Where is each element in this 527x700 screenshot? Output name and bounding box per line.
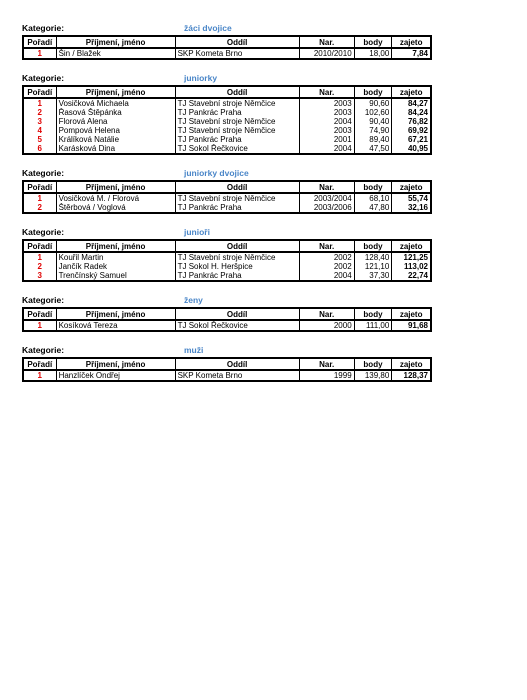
cell-rank: 4: [23, 126, 56, 135]
table-row: [23, 126, 431, 135]
cell-name: Trenčínský Samuel: [56, 271, 175, 281]
cell-name: Kosíková Tereza: [56, 320, 175, 331]
column-header-rank: Pořadí: [23, 36, 56, 48]
column-header-rank: Pořadí: [23, 240, 56, 252]
cell-result: 84,27: [392, 98, 431, 108]
cell-name: Hanzlíček Ondřej: [56, 370, 175, 381]
category-section: [22, 293, 432, 332]
cell-points: 90,60: [354, 98, 392, 108]
column-header-rank: Pořadí: [23, 308, 56, 320]
column-header-club: Oddíl: [175, 358, 299, 370]
category-label: Kategorie:: [22, 168, 65, 178]
category-header: [22, 71, 432, 85]
cell-year: 2003: [299, 126, 354, 135]
column-header-points: body: [354, 240, 392, 252]
column-header-year: Nar.: [299, 86, 354, 98]
category-name: muži: [184, 345, 204, 355]
cell-rank: 5: [23, 135, 56, 144]
table-header-row: [23, 86, 431, 98]
column-header-rank: Pořadí: [23, 86, 56, 98]
cell-rank: 1: [23, 98, 56, 108]
cell-club: SKP Kometa Brno: [175, 48, 299, 59]
cell-points: 102,60: [354, 108, 392, 117]
column-header-points: body: [354, 181, 392, 193]
table-row: [23, 271, 431, 281]
cell-points: 37,30: [354, 271, 392, 281]
cell-result: 67,21: [392, 135, 431, 144]
category-header: [22, 225, 432, 239]
cell-result: 113,02: [392, 262, 431, 271]
results-table: [22, 85, 432, 155]
category-section: [22, 166, 432, 214]
cell-name: Pompová Helena: [56, 126, 175, 135]
cell-result: 76,82: [392, 117, 431, 126]
cell-club: SKP Kometa Brno: [175, 370, 299, 381]
table-row: [23, 370, 431, 381]
column-header-club: Oddíl: [175, 240, 299, 252]
results-table: [22, 180, 432, 214]
cell-year: 2004: [299, 271, 354, 281]
category-label: Kategorie:: [22, 23, 65, 33]
cell-club: TJ Sokol Řečkovice: [175, 320, 299, 331]
table-row: [23, 108, 431, 117]
table-header-row: [23, 36, 431, 48]
section-gap: [0, 332, 527, 343]
cell-name: Jančík Radek: [56, 262, 175, 271]
cell-points: 128,40: [354, 252, 392, 262]
cell-result: 7,84: [392, 48, 431, 59]
cell-name: Šin / Blažek: [56, 48, 175, 59]
table-header-row: [23, 308, 431, 320]
cell-rank: 2: [23, 203, 56, 213]
category-label: Kategorie:: [22, 227, 65, 237]
section-gap: [0, 155, 527, 166]
cell-points: 121,10: [354, 262, 392, 271]
column-header-year: Nar.: [299, 308, 354, 320]
column-header-name: Příjmení, jméno: [56, 36, 175, 48]
cell-result: 40,95: [392, 144, 431, 154]
cell-name: Vosičková Michaela: [56, 98, 175, 108]
column-header-points: body: [354, 86, 392, 98]
cell-name: Řasová Štěpánka: [56, 108, 175, 117]
table-row: [23, 48, 431, 59]
cell-club: TJ Stavební stroje Němčice: [175, 252, 299, 262]
column-header-result: zajeto: [392, 36, 431, 48]
category-name: žáci dvojice: [184, 23, 232, 33]
cell-points: 139,80: [354, 370, 392, 381]
cell-rank: 3: [23, 117, 56, 126]
category-name: juniorky dvojice: [184, 168, 249, 178]
cell-points: 18,00: [354, 48, 392, 59]
cell-rank: 1: [23, 193, 56, 203]
cell-points: 47,80: [354, 203, 392, 213]
category-header: [22, 166, 432, 180]
cell-result: 121,25: [392, 252, 431, 262]
table-header-row: [23, 240, 431, 252]
table-row: [23, 320, 431, 331]
cell-result: 69,92: [392, 126, 431, 135]
category-name: junioři: [184, 227, 210, 237]
column-header-points: body: [354, 308, 392, 320]
cell-rank: 1: [23, 320, 56, 331]
cell-rank: 3: [23, 271, 56, 281]
section-gap: [0, 282, 527, 293]
column-header-year: Nar.: [299, 36, 354, 48]
cell-year: 2010/2010: [299, 48, 354, 59]
category-name: juniorky: [184, 73, 218, 83]
table-header-row: [23, 181, 431, 193]
column-header-club: Oddíl: [175, 308, 299, 320]
cell-year: 2000: [299, 320, 354, 331]
category-label: Kategorie:: [22, 73, 65, 83]
cell-year: 1999: [299, 370, 354, 381]
cell-club: TJ Stavební stroje Němčice: [175, 117, 299, 126]
column-header-result: zajeto: [392, 181, 431, 193]
category-section: [22, 21, 432, 60]
cell-points: 74,90: [354, 126, 392, 135]
cell-year: 2002: [299, 252, 354, 262]
results-table: [22, 307, 432, 332]
column-header-result: zajeto: [392, 86, 431, 98]
category-label: Kategorie:: [22, 345, 65, 355]
cell-points: 89,40: [354, 135, 392, 144]
column-header-result: zajeto: [392, 240, 431, 252]
column-header-club: Oddíl: [175, 181, 299, 193]
cell-points: 111,00: [354, 320, 392, 331]
cell-year: 2003/2006: [299, 203, 354, 213]
cell-year: 2004: [299, 117, 354, 126]
category-header: [22, 343, 432, 357]
cell-name: Králíková Natálie: [56, 135, 175, 144]
cell-result: 91,68: [392, 320, 431, 331]
cell-club: TJ Sokol Řečkovice: [175, 144, 299, 154]
cell-result: 22,74: [392, 271, 431, 281]
column-header-rank: Pořadí: [23, 181, 56, 193]
table-header-row: [23, 358, 431, 370]
cell-rank: 6: [23, 144, 56, 154]
cell-year: 2004: [299, 144, 354, 154]
cell-club: TJ Pankrác Praha: [175, 203, 299, 213]
cell-name: Florová Alena: [56, 117, 175, 126]
cell-name: Kouřil Martin: [56, 252, 175, 262]
column-header-result: zajeto: [392, 308, 431, 320]
cell-club: TJ Pankrác Praha: [175, 271, 299, 281]
column-header-result: zajeto: [392, 358, 431, 370]
cell-year: 2001: [299, 135, 354, 144]
column-header-points: body: [354, 36, 392, 48]
cell-result: 128,37: [392, 370, 431, 381]
cell-year: 2003: [299, 98, 354, 108]
section-gap: [0, 60, 527, 71]
category-name: ženy: [184, 295, 203, 305]
cell-result: 32,16: [392, 203, 431, 213]
column-header-name: Příjmení, jméno: [56, 181, 175, 193]
cell-club: TJ Pankrác Praha: [175, 108, 299, 117]
table-row: [23, 252, 431, 262]
column-header-year: Nar.: [299, 358, 354, 370]
cell-rank: 2: [23, 108, 56, 117]
column-header-rank: Pořadí: [23, 358, 56, 370]
column-header-club: Oddíl: [175, 36, 299, 48]
cell-club: TJ Stavební stroje Němčice: [175, 126, 299, 135]
column-header-year: Nar.: [299, 240, 354, 252]
cell-points: 68,10: [354, 193, 392, 203]
table-row: [23, 262, 431, 271]
results-table: [22, 35, 432, 60]
cell-result: 55,74: [392, 193, 431, 203]
cell-club: TJ Pankrác Praha: [175, 135, 299, 144]
cell-rank: 1: [23, 252, 56, 262]
column-header-points: body: [354, 358, 392, 370]
cell-club: TJ Sokol H. Heršpice: [175, 262, 299, 271]
cell-year: 2002: [299, 262, 354, 271]
column-header-name: Příjmení, jméno: [56, 308, 175, 320]
table-row: [23, 203, 431, 213]
category-header: [22, 21, 432, 35]
category-section: [22, 343, 432, 382]
cell-year: 2003/2004: [299, 193, 354, 203]
column-header-club: Oddíl: [175, 86, 299, 98]
cell-result: 84,24: [392, 108, 431, 117]
table-row: [23, 117, 431, 126]
cell-year: 2003: [299, 108, 354, 117]
table-row: [23, 144, 431, 154]
cell-name: Štěrbová / Voglová: [56, 203, 175, 213]
cell-name: Vosičková M. / Florová: [56, 193, 175, 203]
cell-club: TJ Stavební stroje Němčice: [175, 193, 299, 203]
cell-points: 90,40: [354, 117, 392, 126]
table-row: [23, 98, 431, 108]
section-gap: [0, 214, 527, 225]
category-section: [22, 71, 432, 155]
category-section: [22, 225, 432, 282]
table-row: [23, 193, 431, 203]
cell-points: 47,50: [354, 144, 392, 154]
table-row: [23, 135, 431, 144]
results-table: [22, 357, 432, 382]
cell-rank: 2: [23, 262, 56, 271]
column-header-name: Příjmení, jméno: [56, 86, 175, 98]
category-header: [22, 293, 432, 307]
cell-rank: 1: [23, 48, 56, 59]
cell-name: Karásková Dina: [56, 144, 175, 154]
cell-rank: 1: [23, 370, 56, 381]
column-header-name: Příjmení, jméno: [56, 240, 175, 252]
cell-club: TJ Stavební stroje Němčice: [175, 98, 299, 108]
results-table: [22, 239, 432, 282]
category-label: Kategorie:: [22, 295, 65, 305]
column-header-year: Nar.: [299, 181, 354, 193]
column-header-name: Příjmení, jméno: [56, 358, 175, 370]
